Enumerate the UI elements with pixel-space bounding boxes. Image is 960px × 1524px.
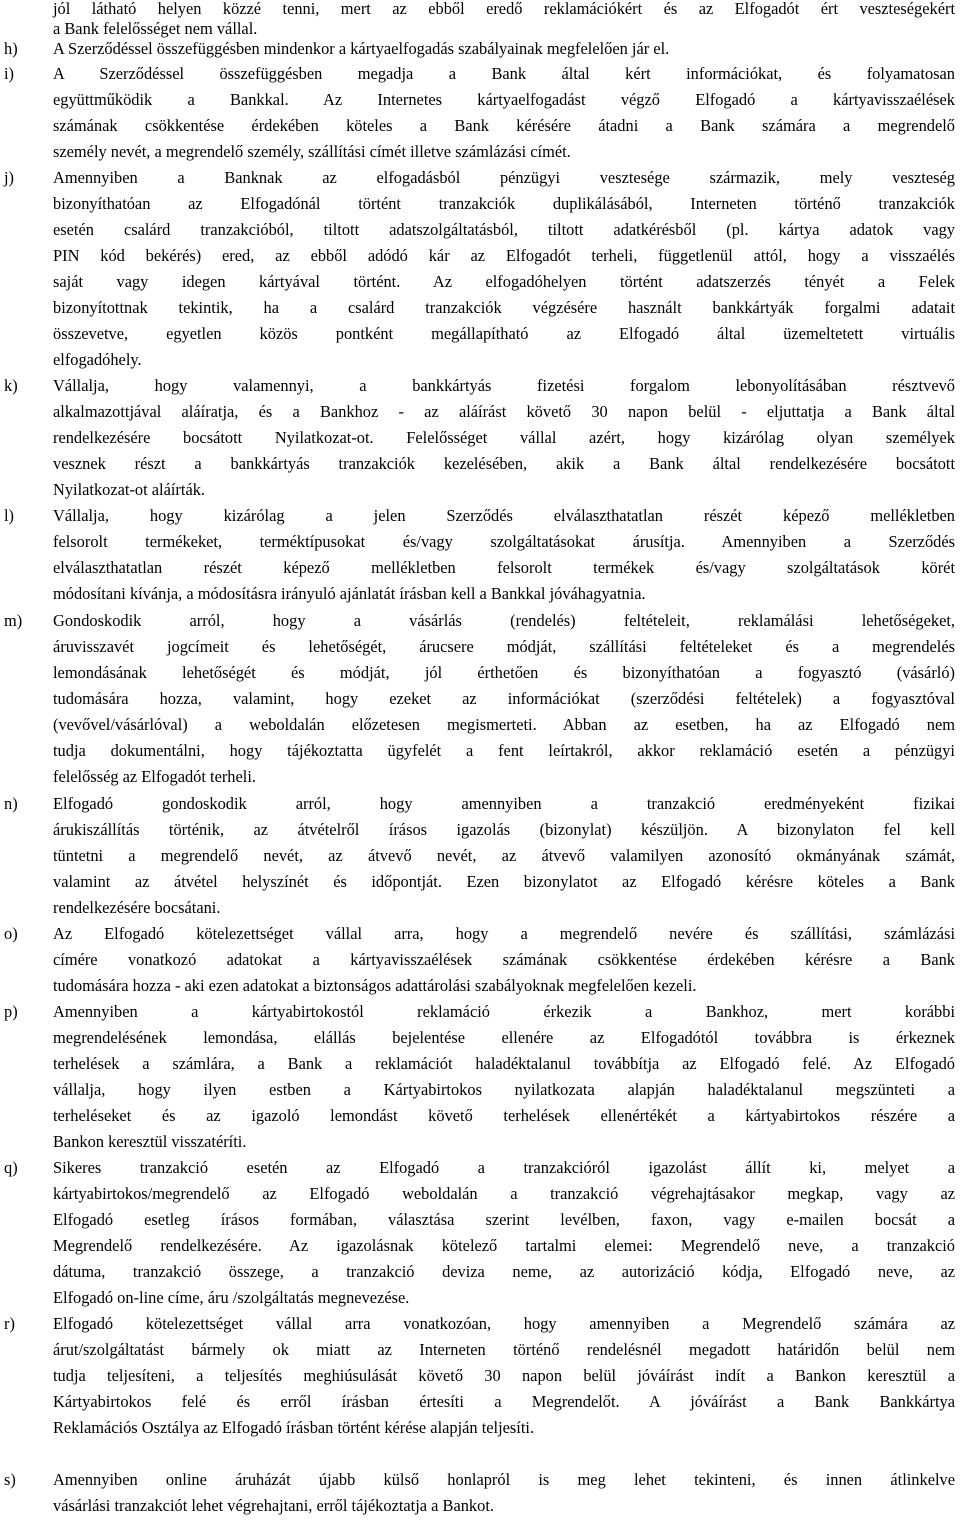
paragraph-line: saját vagy idegen kártyával történt. Az elfogadóhelyen történt adatszerzés tényét a Felek [53,272,955,291]
clause-label: q) [4,1158,18,1177]
clause-label: o) [4,924,18,943]
paragraph-line: lemondásának lehetőségét és módját, jól érthetően és bizonyíthatóan a fogyasztó (vásárló) [53,663,955,682]
paragraph-line: összevetve, egyetlen közös pontként megállapítható az Elfogadó által üzemeltetett virtuális [53,324,955,343]
paragraph-line: A Szerződéssel összefüggésben mindenkor a kártyaelfogadás szabályainak megfelelően jár el. [53,39,670,58]
paragraph-line: (vevővel/vásárlóval) a weboldalán előzetesen megismerteti. Abban az esetben, ha az Elfogadó nem [53,715,955,734]
paragraph-line: PIN kód bekérés) ered, az ebből adódó kár az Elfogadót terheli, függetlenül attól, hogy a visszaélés [53,246,955,265]
paragraph-line: személy nevét, a megrendelő személy, szállítási címét illetve számlázási címét. [53,142,571,161]
paragraph-line: Sikeres tranzakció esetén az Elfogadó a tranzakcióról igazolást állít ki, melyet a [53,1158,955,1177]
paragraph-line: terhelések a számlára, a Bank a reklamációt haladéktalanul továbbítja az Elfogadó felé. Az Elfogadó [53,1054,955,1073]
paragraph-line: címére vonatkozó adatokat a kártyavisszaélések számának csökkentése érdekében kérésre a Bank [53,950,955,969]
clause-label: i) [4,64,15,83]
paragraph-line: árut/szolgáltatást bármely ok miatt az Interneten történő rendelésnél megadott határidőn belül nem [53,1340,955,1359]
paragraph-line: Elfogadó gondoskodik arról, hogy amennyiben a tranzakció eredményeként fizikai [53,794,955,813]
paragraph-line: A Szerződéssel összefüggésben megadja a Bank által kért információkat, és folyamatosan [53,64,955,83]
paragraph-line: Vállalja, hogy kizárólag a jelen Szerződés elválaszthatatlan részét képező mellékletben [53,506,955,525]
paragraph-line: esetén csalárd tranzakcióból, tiltott adatszolgáltatásból, tiltott adatkérésből (pl. kártya adatok vagy [53,220,955,239]
clause-label: n) [4,794,18,813]
clause-label: h) [4,39,18,58]
paragraph-line: elválaszthatatlan részét képező mellékletben felsorolt termékek és/vagy szolgáltatások körét [53,558,955,577]
paragraph-line: számának csökkentése érdekében köteles a Bank kérésére átadni a Bank számára a megrendelő [53,116,955,135]
paragraph-line: vállalja, hogy ilyen estben a Kártyabirtokos nyilatkozata alapján haladéktalanul megszünteti a [53,1080,955,1099]
clause-label: k) [4,376,18,395]
clause-label: m) [4,611,23,630]
clause-label: p) [4,1002,18,1021]
paragraph-line: dátuma, tranzakció összege, a tranzakció deviza neme, az autorizáció kódja, Elfogadó neve, az [53,1262,955,1281]
paragraph-line: vásárlási tranzakciót lehet végrehajtani, erről tájékoztatja a Bankot. [53,1496,494,1515]
paragraph-line: Nyilatkozat-ot aláírták. [53,480,206,499]
clause-label: s) [4,1470,16,1489]
paragraph-line: árukiszállítás történik, az átvételről írásos igazolás (bizonylat) készüljön. A bizonylaton fel kell [53,820,955,839]
paragraph-line: módosítani kívánja, a módosításra irányuló ajánlatát írásban kell a Bankkal jóváhagyatnia. [53,584,646,603]
paragraph-line: áruvisszavét jogcímeit és lehetőségét, árucsere módját, szállítási feltételeket és a megrendelés [53,637,955,656]
paragraph-line: Gondoskodik arról, hogy a vásárlás (rendelés) feltételeit, reklamálási lehetőségeket, [53,611,955,630]
clause-label: l) [4,506,15,525]
paragraph-line: tudja dokumentálni, hogy tájékoztatta ügyfelét a fent leírtakról, akkor reklamáció esetén a pénzügyi [53,741,955,760]
paragraph-line: Elfogadó esetleg írásos formában, választása szerint levélben, faxon, vagy e-mailen bocsát a [53,1210,955,1229]
paragraph-line: a Bank felelősséget nem vállal. [53,19,258,38]
paragraph-line: tudomására hozza - aki ezen adatokat a biztonságos adattárolási szabályoknak megfelelően kezeli. [53,976,697,995]
paragraph-line: tudomására hozza, valamint, hogy ezeket az információkat (szerződési feltételek) a fogyasztóval [53,689,955,708]
clause-label: j) [4,168,15,187]
paragraph-line: Megrendelő rendelkezésére. Az igazolásnak kötelező tartalmi elemei: Megrendelő neve, a tranzakció [53,1236,955,1255]
paragraph-line: Vállalja, hogy valamennyi, a bankkártyás fizetési forgalom lebonyolításában résztvevő [53,376,955,395]
paragraph-line: alkalmazottjával aláíratja, és a Bankhoz - az aláírást követő 30 napon belül - eljuttatja a Bank által [53,402,955,421]
paragraph-line: bizonyítottnak tekintik, ha a csalárd tranzakciók végzésére használt bankkártyák forgalmi adatait [53,298,955,317]
paragraph-line: együttműködik a Bankkal. Az Internetes kártyaelfogadást végző Elfogadó a kártyavisszaélések [53,90,955,109]
paragraph-line: felelősség az Elfogadót terheli. [53,767,256,786]
paragraph-line: Kártyabirtokos felé és erről írásban értesíti a Megrendelőt. A jóváírást a Bank Bankkártya [53,1392,955,1411]
paragraph-line: Elfogadó kötelezettséget vállal arra vonatkozóan, hogy amennyiben a Megrendelő számára az [53,1314,955,1333]
paragraph-line: valamint az átvétel helyszínét és időpontját. Ezen bizonylatot az Elfogadó kérésre köteles a Bank [53,872,955,891]
paragraph-line: Az Elfogadó kötelezettséget vállal arra, hogy a megrendelő nevére és szállítási, számlázási [53,924,955,943]
paragraph-line: Bankon keresztül visszatéríti. [53,1132,247,1151]
paragraph-line: vesznek részt a bankkártyás tranzakciók kezelésében, akik a Bank által rendelkezésére bocsátott [53,454,955,473]
paragraph-line: Reklamációs Osztálya az Elfogadó írásban történt kérése alapján teljesíti. [53,1418,535,1437]
clause-label: r) [4,1314,15,1333]
paragraph-line: Amennyiben a Banknak az elfogadásból pénzügyi vesztesége származik, mely veszteség [53,168,955,187]
paragraph-line: Amennyiben online áruházát újabb külső honlapról is meg lehet tekinteni, és innen átlinkelve [53,1470,955,1489]
paragraph-line: kártyabirtokos/megrendelő az Elfogadó weboldalán a tranzakció végrehajtásakor megkap, vagy az [53,1184,955,1203]
paragraph-line: rendelkezésére bocsátani. [53,898,221,917]
paragraph-line: terheléseket és az igazoló lemondást követő terhelések ellenértékét a kártyabirtokos részére a [53,1106,955,1125]
paragraph-line: elfogadóhely. [53,350,142,369]
paragraph-line: jól látható helyen közzé tenni, mert az ebből eredő reklamációkért és az Elfogadót ért veszteségekért [53,0,955,18]
paragraph-line: tüntetni a megrendelő nevét, az átvevő nevét, az átvevő valamilyen azonosító okmányának számát, [53,846,955,865]
paragraph-line: megrendelésének lemondása, elállás bejelentése ellenére az Elfogadótól továbbra is érkeznek [53,1028,955,1047]
paragraph-line: felsorolt termékeket, terméktípusokat és/vagy szolgáltatásokat árusítja. Amennyiben a Szerződés [53,532,955,551]
paragraph-line: bizonyíthatóan az Elfogadónál történt tranzakciók duplikálásából, Interneten történő tranzakciók [53,194,955,213]
paragraph-line: tudja teljesíteni, a teljesítés meghiúsulását követő 30 napon belül jóváírást indít a Bankon keresztül a [53,1366,955,1385]
paragraph-line: Amennyiben a kártyabirtokostól reklamáció érkezik a Bankhoz, mert korábbi [53,1002,955,1021]
paragraph-line: rendelkezésére bocsátott Nyilatkozat-ot. Felelősséget vállal azért, hogy kizárólag olyan személyek [53,428,955,447]
paragraph-line: Elfogadó on-line címe, áru /szolgáltatás megnevezése. [53,1288,410,1307]
